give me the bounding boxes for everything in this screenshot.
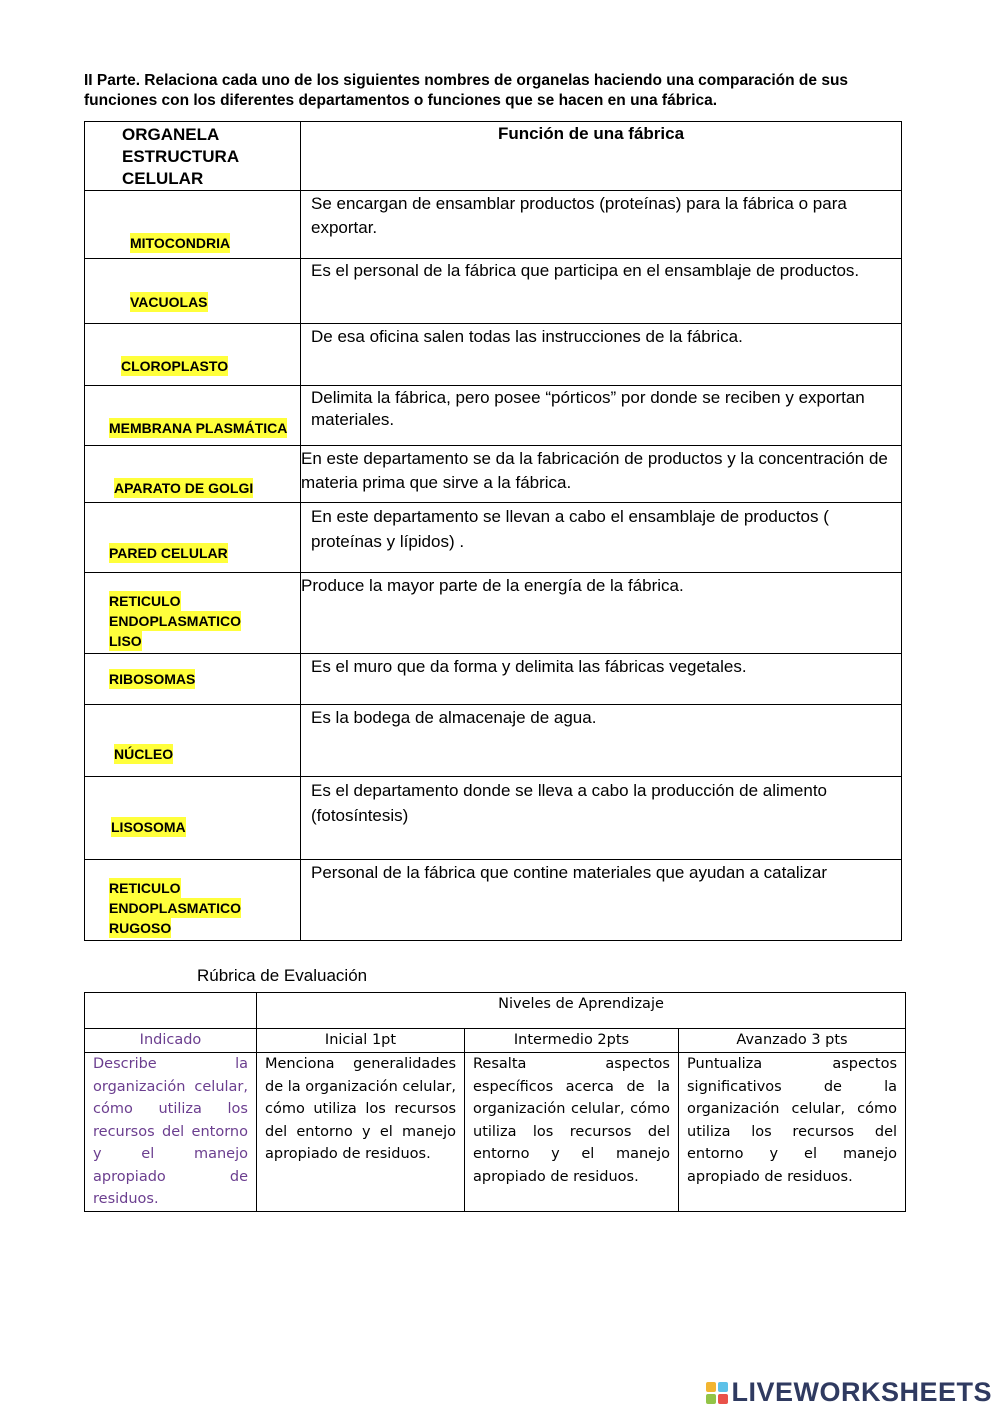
organelle-name: MITOCONDRIA [130,235,231,251]
table-row [85,573,902,654]
organelle-name-line: LISO [109,633,142,649]
organelle-name: RIBOSOMAS [109,671,196,687]
function-text: Es el muro que da forma y delimita las fábricas vegetales. [311,657,747,676]
organelle-table-header [85,122,902,191]
table-row [85,705,902,777]
rubric-col-avanzado: Avanzado 3 pts [679,1029,906,1053]
table-row [85,324,902,386]
function-text: En este departamento se da la fabricación de productos y la concentración de materia prima que sirve a la fábrica. [301,449,888,492]
organelle-name: PARED CELULAR [109,545,228,561]
organelle-name: VACUOLAS [130,294,208,310]
rubric-col-intermedio: Intermedio 2pts [465,1029,679,1053]
organelle-name-line: RUGOSO [109,920,172,936]
rubric-cell-indicado: Describe la organización celular, cómo utiliza los recursos del entorno y el manejo apropiado de residuos. [85,1053,257,1212]
header-organelle-line: ESTRUCTURA [122,147,240,166]
function-text: En este departamento se llevan a cabo el ensamblaje de productos ( proteínas y lípidos) . [311,507,829,551]
rubric-col-indicado: Indicado [85,1029,257,1053]
rubric-cell-intermedio: Resalta aspectos específicos acerca de la organización celular, cómo utiliza los recursos del entorno y el manejo apropiado de residuos. [465,1053,679,1212]
function-text: Es la bodega de almacenaje de agua. [311,708,597,727]
table-row [85,259,902,324]
organelle-name: NÚCLEO [114,746,174,762]
organelle-name-line: RETICULO [109,880,181,896]
table-row [85,860,902,941]
rubric-cell-inicial: Menciona generalidades de la organización celular, cómo utiliza los recursos del entorno y el manejo apropiado de residuos. [257,1053,465,1212]
organelle-name: CLOROPLASTO [121,358,229,374]
organelle-name [109,591,241,651]
function-text: Personal de la fábrica que contine materiales que ayudan a catalizar [311,863,827,882]
organelle-name-line: ENDOPLASMATICO [109,900,241,916]
rubric-levels-row [85,993,906,1029]
header-function: Función de una fábrica [301,122,902,191]
table-row [85,503,902,573]
function-text: De esa oficina salen todas las instrucciones de la fábrica. [311,327,743,346]
table-row [85,446,902,503]
rubric-columns-row [85,1029,906,1053]
rubric-cell-avanzado: Puntualiza aspectos significativos de la organización celular, cómo utiliza los recursos del entorno y el manejo apropiado de residuos. [679,1053,906,1212]
logo-squares-icon [706,1382,728,1404]
table-row [85,654,902,705]
header-organelle-line: CELULAR [122,169,204,188]
rubric-levels-header: Niveles de Aprendizaje [257,993,906,1029]
organelle-name-line: RETICULO [109,593,181,609]
organelle-name [109,878,241,938]
rubric-title: Rúbrica de Evaluación [197,966,368,985]
function-text: Produce la mayor parte de la energía de la fábrica. [301,576,684,595]
table-row [85,777,902,860]
liveworksheets-logo [706,1377,992,1408]
function-text: Es el departamento donde se lleva a cabo la producción de alimento (fotosíntesis) [311,781,828,825]
table-row [85,386,902,446]
header-organelle-line: ORGANELA [122,125,220,144]
function-text: Delimita la fábrica, pero posee “pórticos” por donde se reciben y exportan materiales. [311,388,865,429]
organelle-name: LISOSOMA [111,819,186,835]
organelle-name: APARATO DE GOLGI [114,480,254,496]
rubric-table [84,992,906,1212]
instructions-text: II Parte. Relaciona cada uno de los siguientes nombres de organelas haciendo una comparación de sus funciones con los diferentes departamentos o funciones que se hacen en una fábrica. [84,72,849,109]
organelle-table [84,121,902,941]
organelle-name-line: ENDOPLASMATICO [109,613,241,629]
rubric-empty-cell [85,993,257,1029]
header-organelle [85,122,301,191]
logo-text: LIVEWORKSHEETS [731,1377,992,1407]
function-text: Es el personal de la fábrica que participa en el ensamblaje de productos. [311,261,860,280]
rubric-content-row [85,1053,906,1212]
table-row [85,191,902,259]
function-text: Se encargan de ensamblar productos (proteínas) para la fábrica o para exportar. [311,194,847,237]
organelle-name: MEMBRANA PLASMÁTICA [109,420,288,436]
rubric-col-inicial: Inicial 1pt [257,1029,465,1053]
